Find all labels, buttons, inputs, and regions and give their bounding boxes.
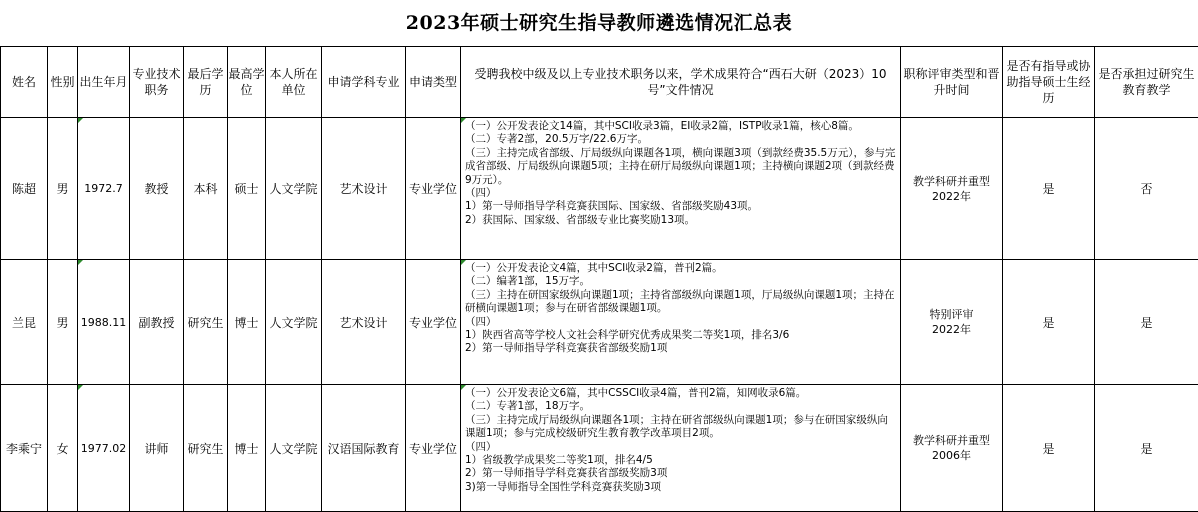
header-achievements: 受聘我校中级及以上专业技术职务以来，学术成果符合“西石大研（2023）10号”文件情况 (461, 47, 901, 118)
cell-gender: 女 (48, 385, 78, 512)
cell-position: 讲师 (130, 385, 184, 512)
achievement-line: 2）第一导师指导学科竞赛获省部级奖励3项 (465, 467, 897, 480)
achievement-line: （四） (465, 187, 897, 200)
header-type: 申请类型 (406, 47, 461, 118)
cell-position: 副教授 (130, 260, 184, 385)
cell-name: 李乘宁 (1, 385, 48, 512)
cell-type: 专业学位 (406, 385, 461, 512)
cell-unit: 人文学院 (266, 385, 322, 512)
cell-supervised: 是 (1003, 385, 1095, 512)
cell-taught: 是 (1095, 385, 1198, 512)
header-supervised: 是否有指导或协助指导硕士生经历 (1003, 47, 1095, 118)
achievement-line: 2）第一导师指导学科竞赛获省部级奖励1项 (465, 342, 897, 355)
rank-year-text: 2022年 (901, 322, 1002, 337)
cell-birth: 1977.02 (78, 385, 130, 512)
achievement-line: （二）专著2部，20.5万字/22.6万字。 (465, 133, 897, 146)
cell-major: 艺术设计 (322, 118, 406, 260)
header-gender: 性别 (48, 47, 78, 118)
cell-education: 本科 (184, 118, 228, 260)
cell-position: 教授 (130, 118, 184, 260)
achievement-line: （一）公开发表论文6篇，其中CSSCI收录4篇，普刊2篇，知网收录6篇。 (465, 387, 897, 400)
cell-name: 兰昆 (1, 260, 48, 385)
rank-type-text: 教学科研并重型 (901, 174, 1002, 189)
rank-type-text: 特别评审 (901, 307, 1002, 322)
cell-type: 专业学位 (406, 118, 461, 260)
cell-birth: 1972.7 (78, 118, 130, 260)
achievement-line: （一）公开发表论文4篇，其中SCI收录2篇，普刊2篇。 (465, 262, 897, 275)
header-row (1, 47, 1198, 118)
achievement-line: （二）专著1部，18万字。 (465, 400, 897, 413)
cell-supervised: 是 (1003, 260, 1095, 385)
header-rank-type: 职称评审类型和晋升时间 (901, 47, 1003, 118)
cell-gender: 男 (48, 260, 78, 385)
header-education: 最后学历 (184, 47, 228, 118)
achievement-line: 2）获国际、国家级、省部级专业比赛奖励13项。 (465, 214, 897, 227)
summary-table (0, 46, 1198, 512)
table-row (1, 260, 1198, 385)
header-position: 专业技术职务 (130, 47, 184, 118)
cell-achievements (461, 385, 901, 512)
achievement-line: 1）省级教学成果奖二等奖1项，排名4/5 (465, 454, 897, 467)
page-title: 2023年硕士研究生指导教师遴选情况汇总表 (0, 0, 1198, 46)
header-taught: 是否承担过研究生教育教学 (1095, 47, 1198, 118)
cell-taught: 否 (1095, 118, 1198, 260)
achievement-line: （三）主持完成省部级、厅局级纵向课题各1项，横向课题3项（到款经费35.5万元），参与完成省部级、厅局级纵向课题5项；主持在研厅局级纵向课题1项；主持横向课题2项（到款经费9万元）。 (465, 147, 897, 187)
cell-rank-type (901, 385, 1003, 512)
achievement-line: （一）公开发表论文14篇，其中SCI收录3篇，EI收录2篇，ISTP收录1篇，核心8篇。 (465, 120, 897, 133)
cell-major: 艺术设计 (322, 260, 406, 385)
achievement-line: 1）第一导师指导学科竞赛获国际、国家级、省部级奖励43项。 (465, 200, 897, 213)
table-row (1, 118, 1198, 260)
cell-education: 研究生 (184, 260, 228, 385)
cell-rank-type (901, 118, 1003, 260)
header-major: 申请学科专业 (322, 47, 406, 118)
cell-name: 陈超 (1, 118, 48, 260)
cell-degree: 博士 (228, 260, 266, 385)
table-row (1, 385, 1198, 512)
cell-unit: 人文学院 (266, 260, 322, 385)
achievement-line: （二）编著1部，15万字。 (465, 275, 897, 288)
cell-rank-type (901, 260, 1003, 385)
header-degree: 最高学位 (228, 47, 266, 118)
cell-degree: 硕士 (228, 118, 266, 260)
cell-unit: 人文学院 (266, 118, 322, 260)
cell-degree: 博士 (228, 385, 266, 512)
cell-type: 专业学位 (406, 260, 461, 385)
header-name: 姓名 (1, 47, 48, 118)
achievement-line: （四） (465, 316, 897, 329)
rank-year-text: 2006年 (901, 448, 1002, 463)
cell-birth: 1988.11 (78, 260, 130, 385)
cell-achievements (461, 118, 901, 260)
rank-type-text: 教学科研并重型 (901, 433, 1002, 448)
achievement-line: 3)第一导师指导全国性学科竞赛获奖励3项 (465, 481, 897, 494)
header-unit: 本人所在单位 (266, 47, 322, 118)
cell-taught: 是 (1095, 260, 1198, 385)
achievement-line: （三）主持在研国家级纵向课题1项；主持省部级纵向课题1项，厅局级纵向课题1项；主持在研横向课题1项；参与在研省部级课题1项。 (465, 289, 897, 316)
cell-education: 研究生 (184, 385, 228, 512)
achievement-line: （三）主持完成厅局级纵向课题各1项；主持在研省部级纵向课题1项；参与在研国家级纵向课题1项；参与完成校级研究生教育教学改革项目2项。 (465, 414, 897, 441)
achievement-line: （四） (465, 441, 897, 454)
cell-supervised: 是 (1003, 118, 1095, 260)
header-birth: 出生年月 (78, 47, 130, 118)
rank-year-text: 2022年 (901, 189, 1002, 204)
cell-gender: 男 (48, 118, 78, 260)
cell-achievements (461, 260, 901, 385)
achievement-line: 1）陕西省高等学校人文社会科学研究优秀成果奖二等奖1项，排名3/6 (465, 329, 897, 342)
cell-major: 汉语国际教育 (322, 385, 406, 512)
